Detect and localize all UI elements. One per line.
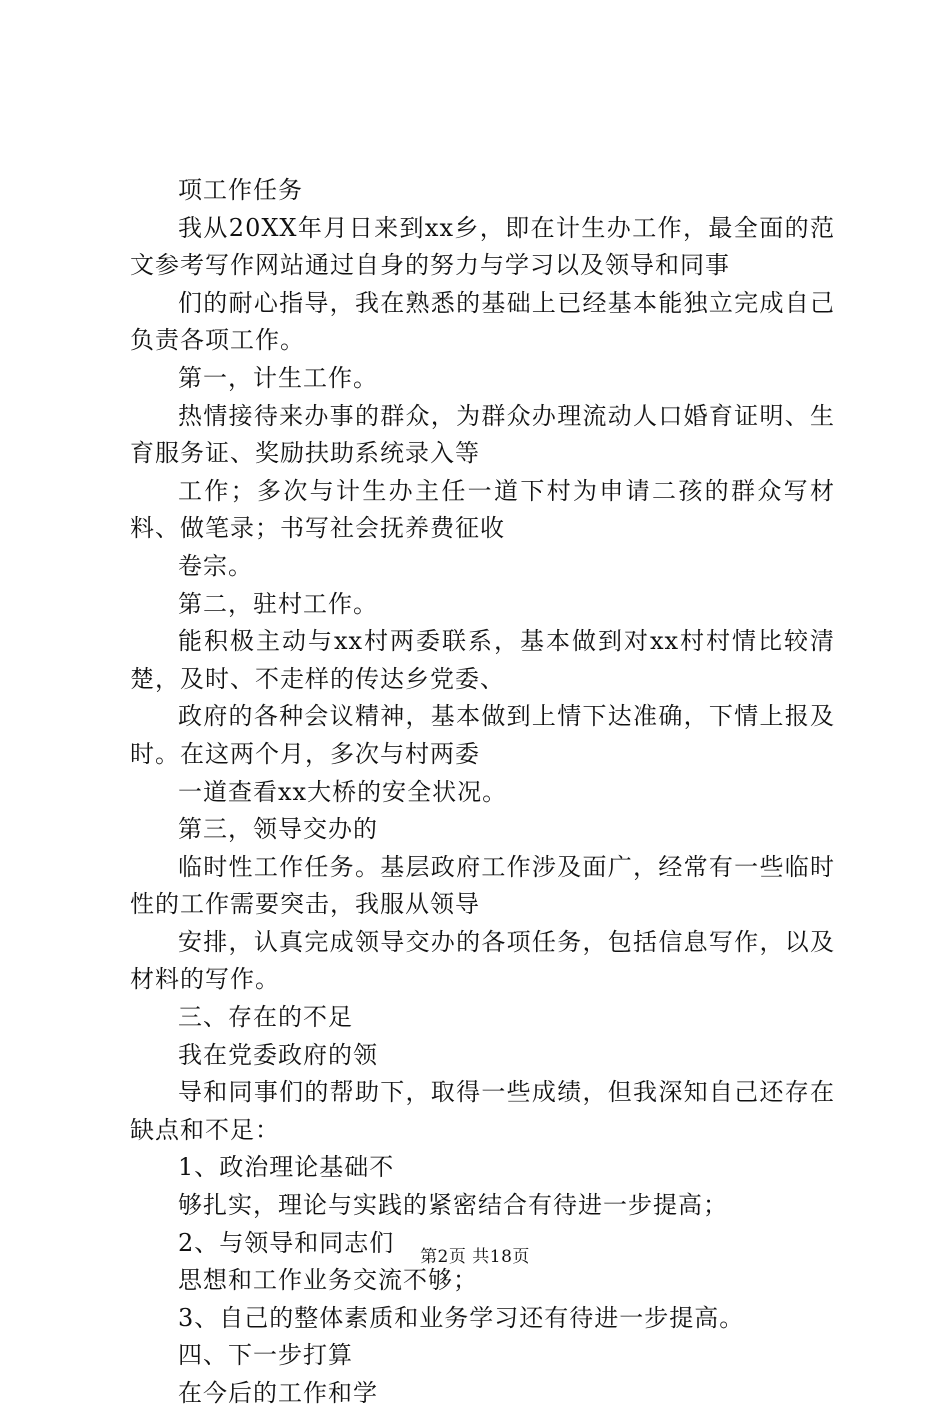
- paragraph: 项工作任务: [178, 176, 303, 204]
- paragraph: 能积极主动与xx村两委联系，基本做到对xx村村情比较清楚，及时、不走样的传达乡党委、: [130, 627, 835, 693]
- paragraph: 政府的各种会议精神，基本做到上情下达准确，下情上报及时。在这两个月，多次与村两委: [130, 702, 835, 768]
- paragraph: 第一，计生工作。: [178, 363, 378, 392]
- paragraph: 热情接待来办事的群众，为群众办理流动人口婚育证明、生育服务证、奖励扶助系统录入等: [130, 401, 835, 468]
- paragraph: 三、存在的不足: [178, 1003, 353, 1032]
- paragraph: 1、政治理论基础不: [178, 1153, 395, 1182]
- paragraph: 卷宗。: [178, 551, 253, 580]
- paragraph: 3、自己的整体素质和业务学习还有待进一步提高。: [178, 1303, 745, 1332]
- paragraph: 临时性工作任务。基层政府工作涉及面广，经常有一些临时性的工作需要突击，我服从领导: [130, 852, 835, 919]
- paragraph: 第三，领导交办的: [178, 815, 378, 844]
- paragraph: 一道查看xx大桥的安全状况。: [178, 777, 508, 806]
- paragraph: 思想和工作业务交流不够；: [178, 1266, 478, 1295]
- paragraph: 我从20XX年月日来到xx乡，即在计生办工作，最全面的范文参考写作网站通过自身的努力与学习以及领导和同事: [130, 213, 835, 280]
- paragraph: 在今后的工作和学: [178, 1379, 378, 1407]
- paragraph: 2、与领导和同志们: [178, 1228, 395, 1257]
- paragraph: 第二，驻村工作。: [178, 589, 378, 618]
- paragraph: 工作；多次与计生办主任一道下村为申请二孩的群众写材料、做笔录；书写社会抚养费征收: [130, 476, 835, 543]
- paragraph: 安排，认真完成领导交办的各项任务，包括信息写作，以及材料的写作。: [130, 927, 835, 994]
- paragraph: 们的耐心指导，我在熟悉的基础上已经基本能独立完成自己负责各项工作。: [130, 288, 835, 355]
- page-number-footer: 第2页 共18页: [420, 1247, 530, 1267]
- document-body: [130, 172, 835, 1413]
- paragraph: 四、下一步打算: [178, 1341, 353, 1370]
- paragraph: 够扎实，理论与实践的紧密结合有待进一步提高；: [178, 1191, 728, 1220]
- paragraph: 导和同事们的帮助下，取得一些成绩，但我深知自己还存在缺点和不足：: [130, 1078, 835, 1144]
- paragraph: 我在党委政府的领: [178, 1040, 378, 1069]
